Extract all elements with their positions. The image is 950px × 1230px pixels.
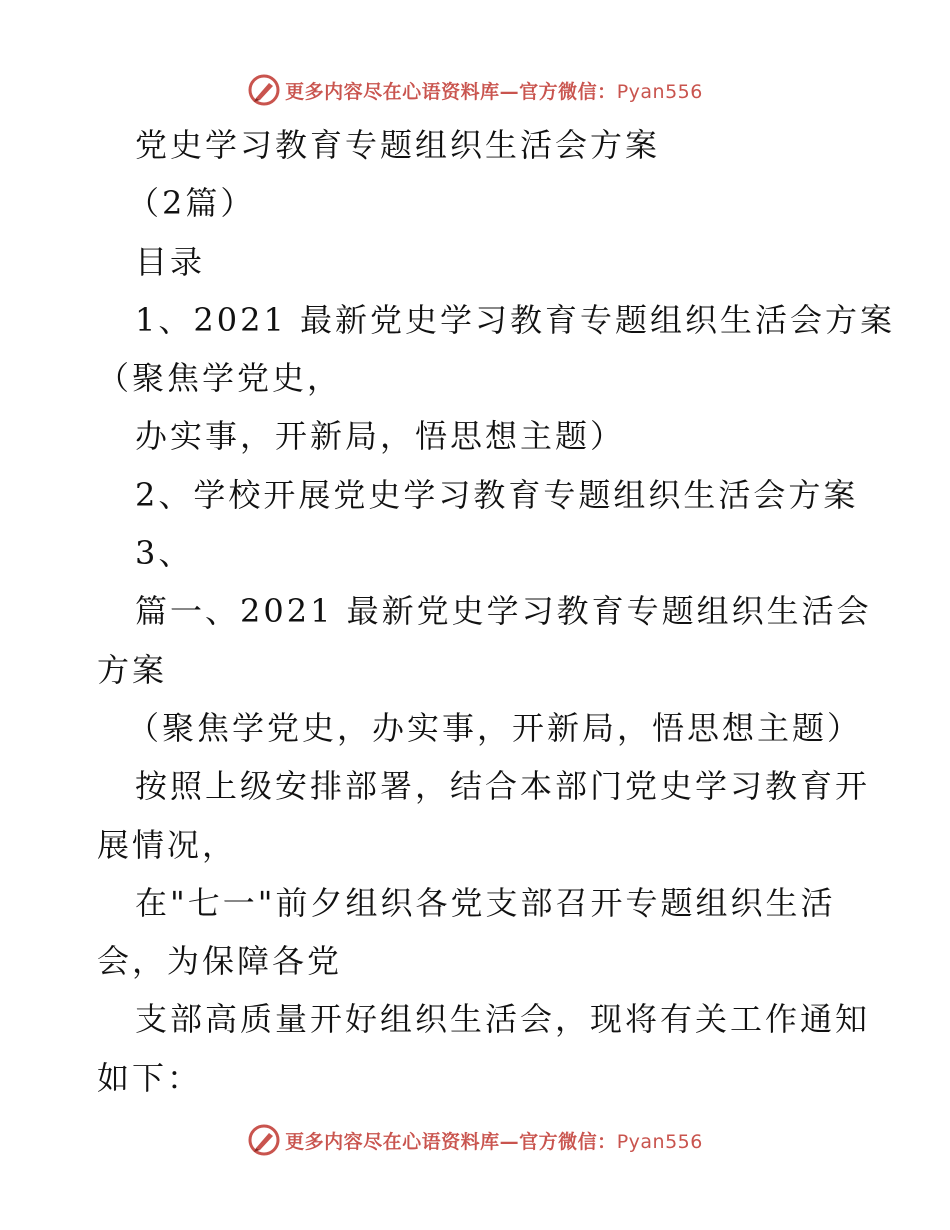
section-theme: （聚焦学党史，办实事，开新局，悟思想主题） <box>127 708 863 747</box>
toc-item-3: 3、 <box>135 534 194 573</box>
pen-logo-icon <box>247 73 281 107</box>
document-subtitle: （2篇） <box>127 184 256 223</box>
toc-item-2: 2、学校开展党史学习教育专题组织生活会方案 <box>135 475 859 514</box>
toc-item-1: 1、2021 最新党史学习教育专题组织生活会方案 <box>135 300 895 339</box>
watermark-banner-bottom <box>0 1120 950 1160</box>
paragraph-line: 会，为保障各党 <box>97 942 343 981</box>
document-title: 党史学习教育专题组织生活会方案 <box>135 126 661 164</box>
toc-item-1-cont2: 办实事，开新局，悟思想主题） <box>135 417 626 456</box>
paragraph-line: 按照上级安排部署，结合本部门党史学习教育开 <box>135 767 871 806</box>
paragraph-line: 支部高质量开好组织生活会，现将有关工作通知 <box>135 1000 871 1039</box>
watermark-text: 更多内容尽在心语资料库—官方微信：Pyan556 <box>285 1130 703 1153</box>
section-heading: 篇一、2021 最新党史学习教育专题组织生活会 <box>135 592 872 631</box>
pen-logo-icon <box>247 1123 281 1157</box>
paragraph-line: 展情况， <box>97 825 238 864</box>
section-heading-cont: 方案 <box>97 650 168 689</box>
paragraph-line: 如下： <box>97 1058 203 1097</box>
watermark-banner-top <box>0 70 950 110</box>
toc-heading: 目录 <box>135 242 206 281</box>
toc-item-1-cont: （聚焦学党史， <box>97 359 343 398</box>
paragraph-line: 在"七一"前夕组织各党支部召开专题组织生活 <box>135 883 836 922</box>
document-body <box>97 116 895 1107</box>
watermark-text: 更多内容尽在心语资料库—官方微信：Pyan556 <box>285 80 703 103</box>
